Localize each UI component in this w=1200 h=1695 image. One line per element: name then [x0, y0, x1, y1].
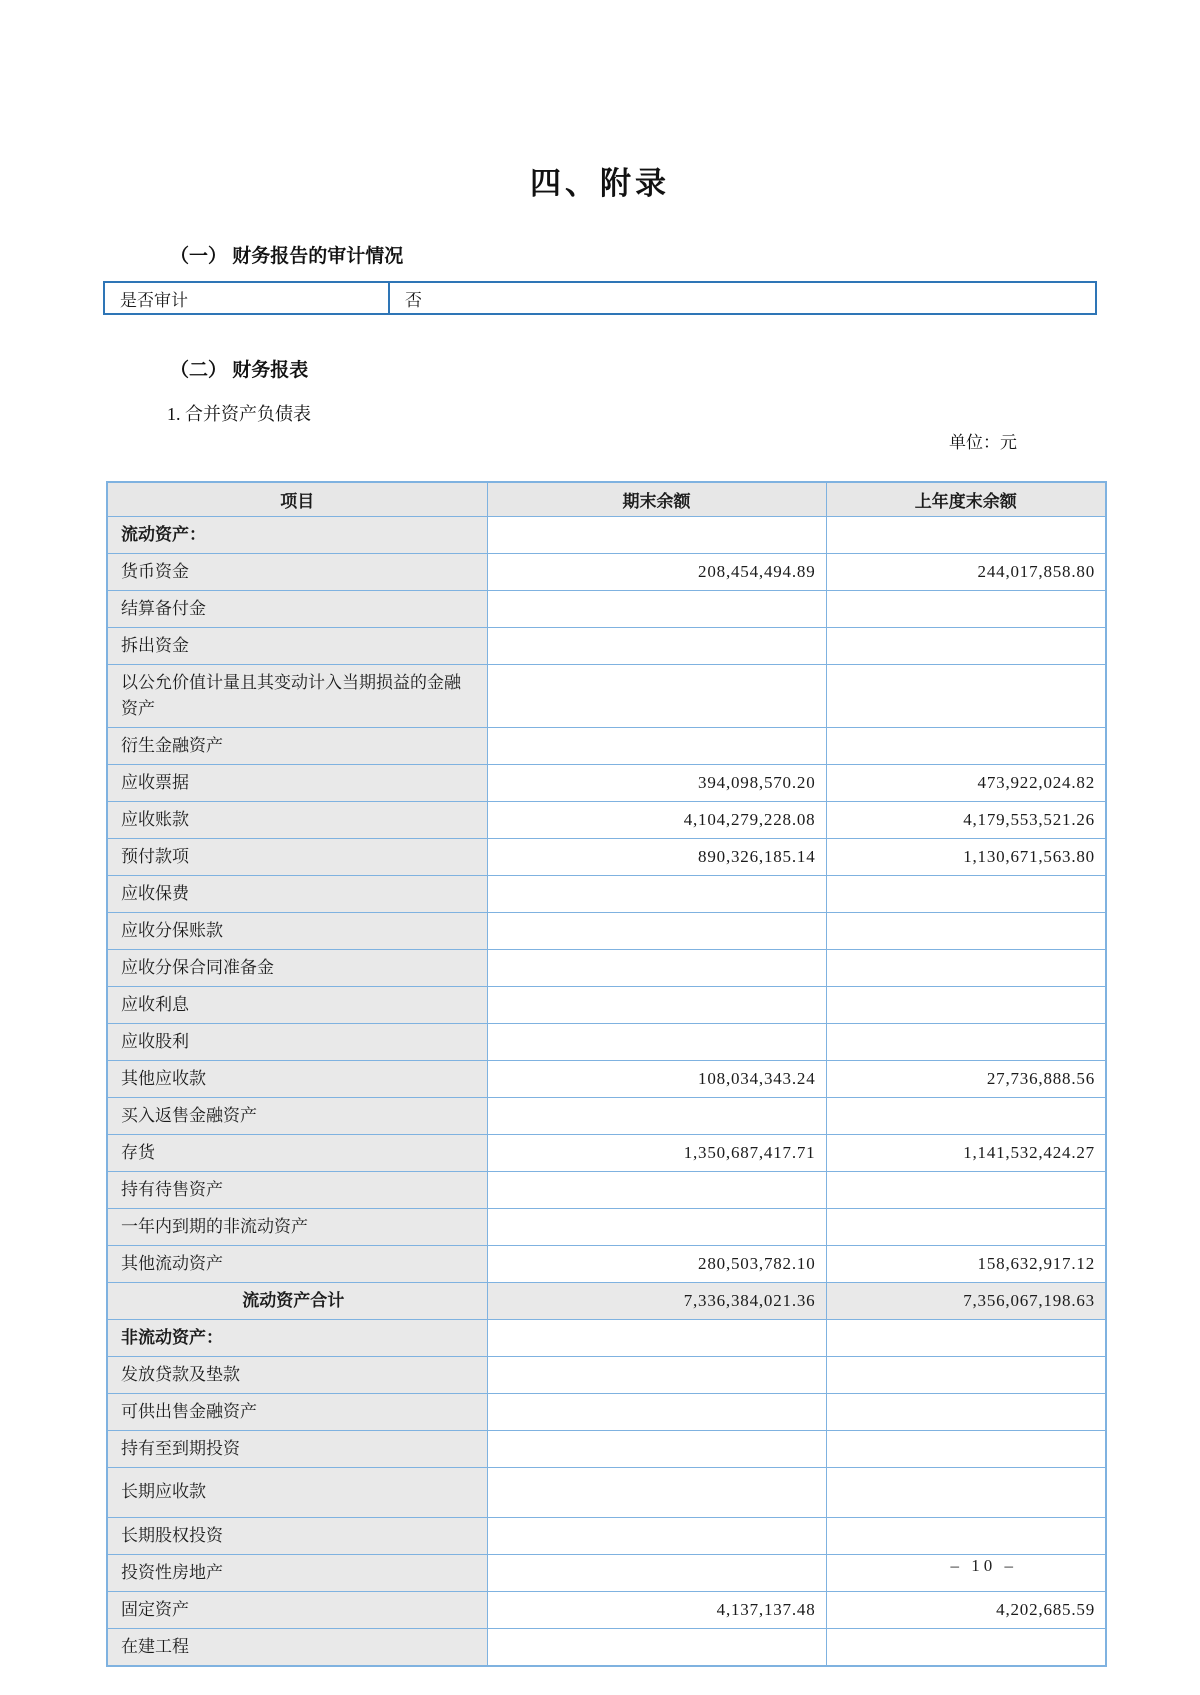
previous-cell: 158,632,917.12 — [826, 1246, 1106, 1283]
item-cell: 发放贷款及垫款 — [107, 1357, 487, 1394]
table-row — [107, 876, 1106, 913]
table-row — [107, 728, 1106, 765]
previous-cell — [826, 591, 1106, 628]
balance-sheet-table — [106, 481, 1107, 1667]
current-cell: 108,034,343.24 — [487, 1061, 826, 1098]
item-cell: 投资性房地产 — [107, 1555, 487, 1592]
previous-cell — [826, 1468, 1106, 1518]
table-row — [107, 1320, 1106, 1357]
table-row — [107, 1283, 1106, 1320]
table-row — [107, 1024, 1106, 1061]
item-cell: 预付款项 — [107, 839, 487, 876]
item-cell: 应收利息 — [107, 987, 487, 1024]
item-cell: 买入返售金融资产 — [107, 1098, 487, 1135]
table-row — [107, 1518, 1106, 1555]
current-cell: 1,350,687,417.71 — [487, 1135, 826, 1172]
previous-cell — [826, 1209, 1106, 1246]
table-row — [107, 1061, 1106, 1098]
previous-cell — [826, 1629, 1106, 1667]
current-cell: 394,098,570.20 — [487, 765, 826, 802]
current-cell — [487, 591, 826, 628]
table-row — [107, 1135, 1106, 1172]
table-row — [107, 628, 1106, 665]
table-row — [107, 1246, 1106, 1283]
page-title: 四、附录 — [530, 166, 670, 201]
previous-cell: 473,922,024.82 — [826, 765, 1106, 802]
previous-cell: 27,736,888.56 — [826, 1061, 1106, 1098]
item-cell: 应收保费 — [107, 876, 487, 913]
current-cell — [487, 517, 826, 554]
item-cell: 拆出资金 — [107, 628, 487, 665]
table-row — [107, 913, 1106, 950]
current-cell: 7,336,384,021.36 — [487, 1283, 826, 1320]
item-cell: 应收股利 — [107, 1024, 487, 1061]
previous-cell — [826, 517, 1106, 554]
item-cell: 流动资产合计 — [107, 1283, 487, 1320]
previous-cell — [826, 1172, 1106, 1209]
item-cell: 以公允价值计量且其变动计入当期损益的金融资产 — [107, 665, 487, 728]
current-cell — [487, 913, 826, 950]
current-cell: 890,326,185.14 — [487, 839, 826, 876]
table-row — [107, 765, 1106, 802]
table-row — [107, 1592, 1106, 1629]
previous-cell: 1,141,532,424.27 — [826, 1135, 1106, 1172]
page-number: – 10 – — [950, 1556, 1017, 1575]
current-cell: 4,104,279,228.08 — [487, 802, 826, 839]
current-cell: 4,137,137.48 — [487, 1592, 826, 1629]
current-cell: 280,503,782.10 — [487, 1246, 826, 1283]
item-cell: 持有至到期投资 — [107, 1431, 487, 1468]
column-header-current: 期末余额 — [487, 482, 826, 517]
table-row — [107, 1468, 1106, 1518]
table-row — [107, 1394, 1106, 1431]
item-cell: 存货 — [107, 1135, 487, 1172]
audit-table — [103, 281, 1097, 315]
item-cell: 固定资产 — [107, 1592, 487, 1629]
current-cell — [487, 876, 826, 913]
current-cell — [487, 1172, 826, 1209]
previous-cell — [826, 1024, 1106, 1061]
current-cell — [487, 665, 826, 728]
previous-cell — [826, 1394, 1106, 1431]
table-row — [107, 1357, 1106, 1394]
previous-cell — [826, 987, 1106, 1024]
item-cell: 一年内到期的非流动资产 — [107, 1209, 487, 1246]
previous-cell — [826, 1518, 1106, 1555]
column-header-previous: 上年度末余额 — [826, 482, 1106, 517]
column-header-item: 项目 — [107, 482, 487, 517]
current-cell — [487, 1518, 826, 1555]
item-cell: 长期应收款 — [107, 1468, 487, 1518]
current-cell — [487, 1394, 826, 1431]
item-cell: 非流动资产： — [107, 1320, 487, 1357]
current-cell — [487, 1098, 826, 1135]
current-cell — [487, 1024, 826, 1061]
audit-answer-cell: 否 — [389, 282, 1096, 314]
item-cell: 应收票据 — [107, 765, 487, 802]
current-cell — [487, 1555, 826, 1592]
item-cell: 可供出售金融资产 — [107, 1394, 487, 1431]
table-row — [107, 1431, 1106, 1468]
current-cell — [487, 987, 826, 1024]
item-cell: 其他流动资产 — [107, 1246, 487, 1283]
current-cell — [487, 1431, 826, 1468]
table-row — [107, 1629, 1106, 1667]
item-cell: 在建工程 — [107, 1629, 487, 1667]
item-cell: 持有待售资产 — [107, 1172, 487, 1209]
current-cell — [487, 1357, 826, 1394]
item-cell: 结算备付金 — [107, 591, 487, 628]
item-cell: 应收分保账款 — [107, 913, 487, 950]
previous-cell: 7,356,067,198.63 — [826, 1283, 1106, 1320]
item-cell: 衍生金融资产 — [107, 728, 487, 765]
table-row — [107, 1172, 1106, 1209]
table-row — [107, 554, 1106, 591]
current-cell — [487, 728, 826, 765]
current-cell — [487, 1320, 826, 1357]
previous-cell: 4,179,553,521.26 — [826, 802, 1106, 839]
table-row — [107, 1098, 1106, 1135]
table-row — [107, 802, 1106, 839]
header-row — [107, 482, 1106, 517]
table-row — [107, 839, 1106, 876]
previous-cell — [826, 665, 1106, 728]
previous-cell — [826, 1098, 1106, 1135]
current-cell — [487, 628, 826, 665]
audit-section-heading: （一） 财务报告的审计情况 — [170, 246, 404, 267]
previous-cell — [826, 728, 1106, 765]
current-cell — [487, 1629, 826, 1667]
item-cell: 应收账款 — [107, 802, 487, 839]
current-cell — [487, 1209, 826, 1246]
audit-row — [104, 282, 1096, 314]
table-row — [107, 950, 1106, 987]
item-cell: 其他应收款 — [107, 1061, 487, 1098]
previous-cell: 1,130,671,563.80 — [826, 839, 1106, 876]
item-cell: 长期股权投资 — [107, 1518, 487, 1555]
current-cell — [487, 950, 826, 987]
previous-cell — [826, 1320, 1106, 1357]
unit-note: 单位：元 — [949, 433, 1017, 452]
previous-cell — [826, 913, 1106, 950]
previous-cell — [826, 1357, 1106, 1394]
audit-question-cell: 是否审计 — [104, 282, 389, 314]
table-row — [107, 591, 1106, 628]
previous-cell — [826, 628, 1106, 665]
previous-cell — [826, 876, 1106, 913]
table-row — [107, 987, 1106, 1024]
previous-cell: 4,202,685.59 — [826, 1592, 1106, 1629]
item-cell: 应收分保合同准备金 — [107, 950, 487, 987]
item-cell: 流动资产： — [107, 517, 487, 554]
previous-cell: 244,017,858.80 — [826, 554, 1106, 591]
item-cell: 货币资金 — [107, 554, 487, 591]
previous-cell — [826, 1431, 1106, 1468]
statements-section-heading: （二） 财务报表 — [170, 360, 309, 381]
table-row — [107, 1209, 1106, 1246]
table-row — [107, 665, 1106, 728]
statement-subheading: 1. 合并资产负债表 — [167, 404, 311, 424]
table-row — [107, 517, 1106, 554]
current-cell: 208,454,494.89 — [487, 554, 826, 591]
current-cell — [487, 1468, 826, 1518]
previous-cell — [826, 950, 1106, 987]
